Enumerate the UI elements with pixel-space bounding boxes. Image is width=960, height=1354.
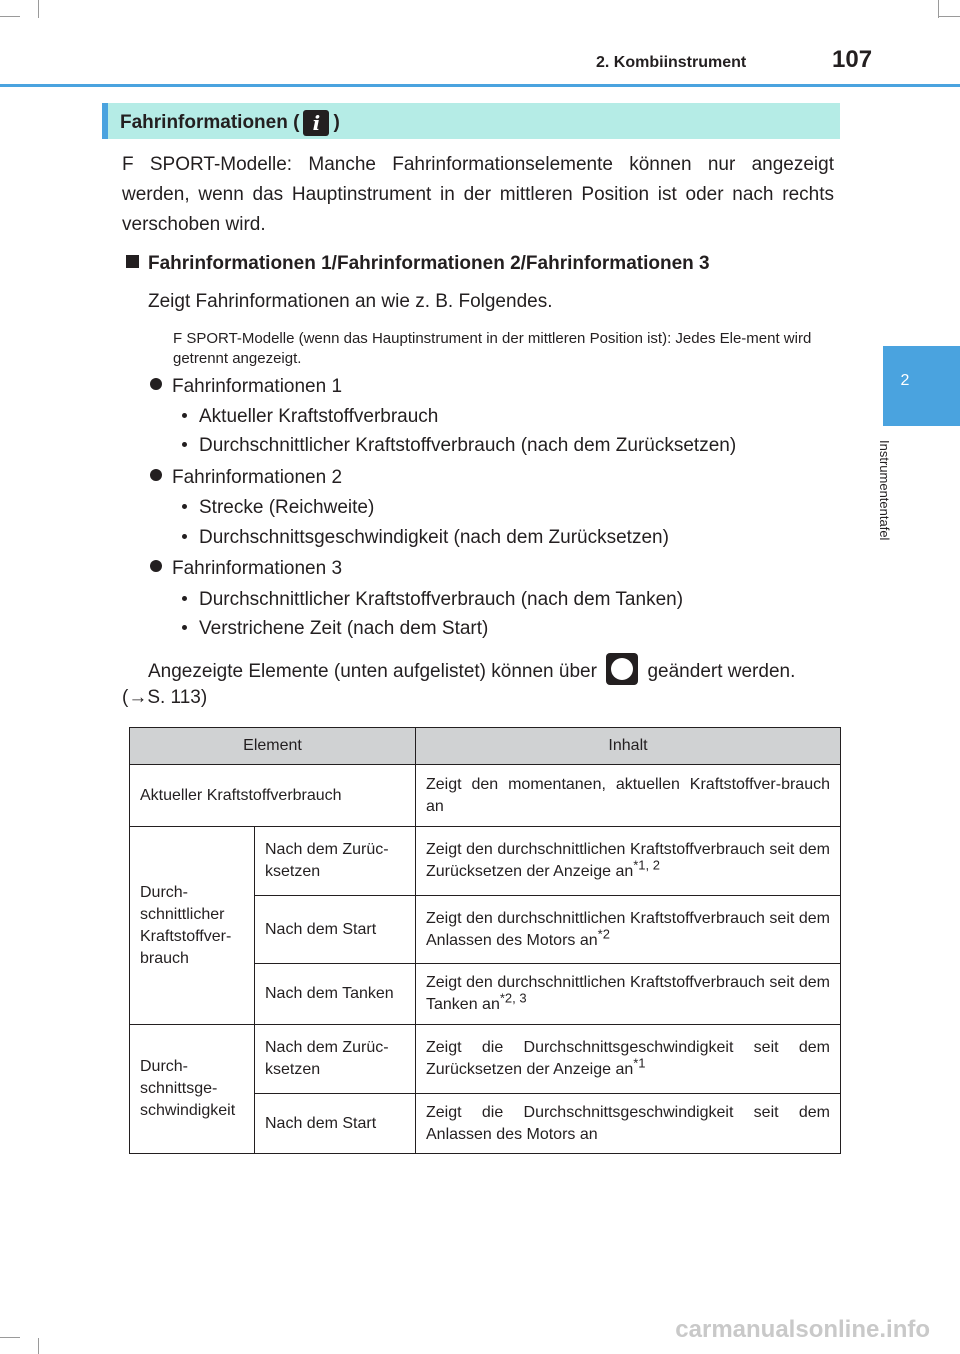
change-hint: Angezeigte Elemente (unten aufgelistet) können über geändert werden. <box>148 653 795 687</box>
subsection-description: Zeigt Fahrinformationen an wie z. B. Folgendes. <box>148 291 553 312</box>
list-item: Aktueller Kraftstoffverbrauch <box>182 402 438 432</box>
list-item: Durchschnittlicher Kraftstoffverbrauch (nach dem Zurücksetzen) <box>182 431 736 461</box>
page-number: 107 <box>832 46 873 73</box>
table-cell-sub: Nach dem Zurüc-ksetzen <box>255 1025 416 1094</box>
footnote-ref: *2, 3 <box>499 990 527 1006</box>
table-cell-sub: Nach dem Zurüc-ksetzen <box>255 827 416 896</box>
subsection-heading: Fahrinformationen 1/Fahrinformationen 2/Fahrinformationen 3 <box>126 249 710 279</box>
crop-mark <box>38 1338 39 1354</box>
table-cell-content: Zeigt den momentanen, aktuellen Kraftstoffver-brauch an <box>416 765 841 827</box>
table-cell-group: Durch-schnittlicher Kraftstoffver-brauch <box>130 827 255 1025</box>
section-title <box>120 110 340 136</box>
dot-bullet-icon <box>182 534 187 539</box>
dot-bullet-icon <box>182 504 187 509</box>
table-cell-content: Zeigt den durchschnittlichen Kraftstoffverbrauch seit dem Tanken an$^{*2, 3}$ <box>416 964 841 1025</box>
list-item: Verstrichene Zeit (nach dem Start) <box>182 614 488 644</box>
list-group-title: Fahrinformationen 3 <box>150 554 342 584</box>
list-group-title: Fahrinformationen 1 <box>150 372 342 402</box>
table-header-cell: Inhalt <box>416 728 841 765</box>
table-row <box>130 765 841 827</box>
list-item: Strecke (Reichweite) <box>182 493 374 523</box>
table-cell-sub: Nach dem Start <box>255 896 416 964</box>
dot-bullet-icon <box>182 442 187 447</box>
crop-mark <box>0 1337 20 1338</box>
table-cell-sub: Nach dem Tanken <box>255 964 416 1025</box>
crop-mark <box>38 0 39 18</box>
watermark: carmanualsonline.info <box>675 1316 930 1343</box>
dot-bullet-icon <box>150 469 162 481</box>
table-row <box>130 1025 841 1094</box>
page-reference[interactable]: (→S. 113) <box>122 687 208 708</box>
crop-mark <box>0 16 20 17</box>
square-bullet-icon <box>126 255 139 268</box>
chapter-tab-label: Instrumententafel <box>877 440 892 541</box>
table-cell-content: Zeigt die Durchschnittsgeschwindigkeit seit dem Anlassen des Motors an <box>416 1094 841 1154</box>
chapter-title: 2. Kombiinstrument <box>596 54 747 71</box>
gear-icon <box>606 653 638 685</box>
footnote-ref: *1, 2 <box>633 857 660 873</box>
table-header-cell: Element <box>130 728 416 765</box>
section-title-text: Fahrinformationen ( <box>120 112 300 133</box>
list-group-title: Fahrinformationen 2 <box>150 463 342 493</box>
table-cell-group: Durch-schnittsge-schwindigkeit <box>130 1025 255 1154</box>
info-icon: i <box>303 110 329 136</box>
table-cell-content: Zeigt den durchschnittlichen Kraftstoffverbrauch seit dem Anlassen des Motors $an^{*2}$ <box>416 896 841 964</box>
footnote-ref: *2 <box>597 926 610 942</box>
table-cell-sub: Nach dem Start <box>255 1094 416 1154</box>
dot-bullet-icon <box>182 596 187 601</box>
footnote-ref: *1 <box>633 1055 646 1071</box>
dot-bullet-icon <box>182 413 187 418</box>
dot-bullet-icon <box>182 625 187 630</box>
subsection-note: F SPORT-Modelle (wenn das Hauptinstrument in der mittleren Position ist): Jedes Ele-ment wird getrennt angezeigt. <box>173 330 812 367</box>
table-cell-element: Aktueller Kraftstoffverbrauch <box>130 765 416 827</box>
header-rule <box>0 84 960 87</box>
table-header-row <box>130 728 841 765</box>
table-cell-content: Zeigt die Durchschnittsgeschwindigkeit seit dem Zurücksetzen der Anzeige $an^{*1}$ <box>416 1025 841 1094</box>
table-row <box>130 827 841 896</box>
intro-paragraph: F SPORT-Modelle: Manche Fahrinformationselemente können nur angezeigt werden, wenn das Hauptinstrument in der mittleren Position ist oder nach rechts verschoben wird. <box>122 154 834 235</box>
chapter-tab-number: 2 <box>900 372 910 389</box>
section-title-close: ) <box>333 112 340 133</box>
crop-mark <box>938 16 960 17</box>
table-cell-content: Zeigt den durchschnittlichen Kraftstoffverbrauch seit dem Zurücksetzen der Anzeige an$^{*1, 2}$ <box>416 827 841 896</box>
info-table <box>129 727 841 1154</box>
list-item: Durchschnittlicher Kraftstoffverbrauch (nach dem Tanken) <box>182 585 683 615</box>
list-item: Durchschnittsgeschwindigkeit (nach dem Zurücksetzen) <box>182 523 669 553</box>
dot-bullet-icon <box>150 378 162 390</box>
dot-bullet-icon <box>150 560 162 572</box>
crop-mark <box>938 0 939 18</box>
